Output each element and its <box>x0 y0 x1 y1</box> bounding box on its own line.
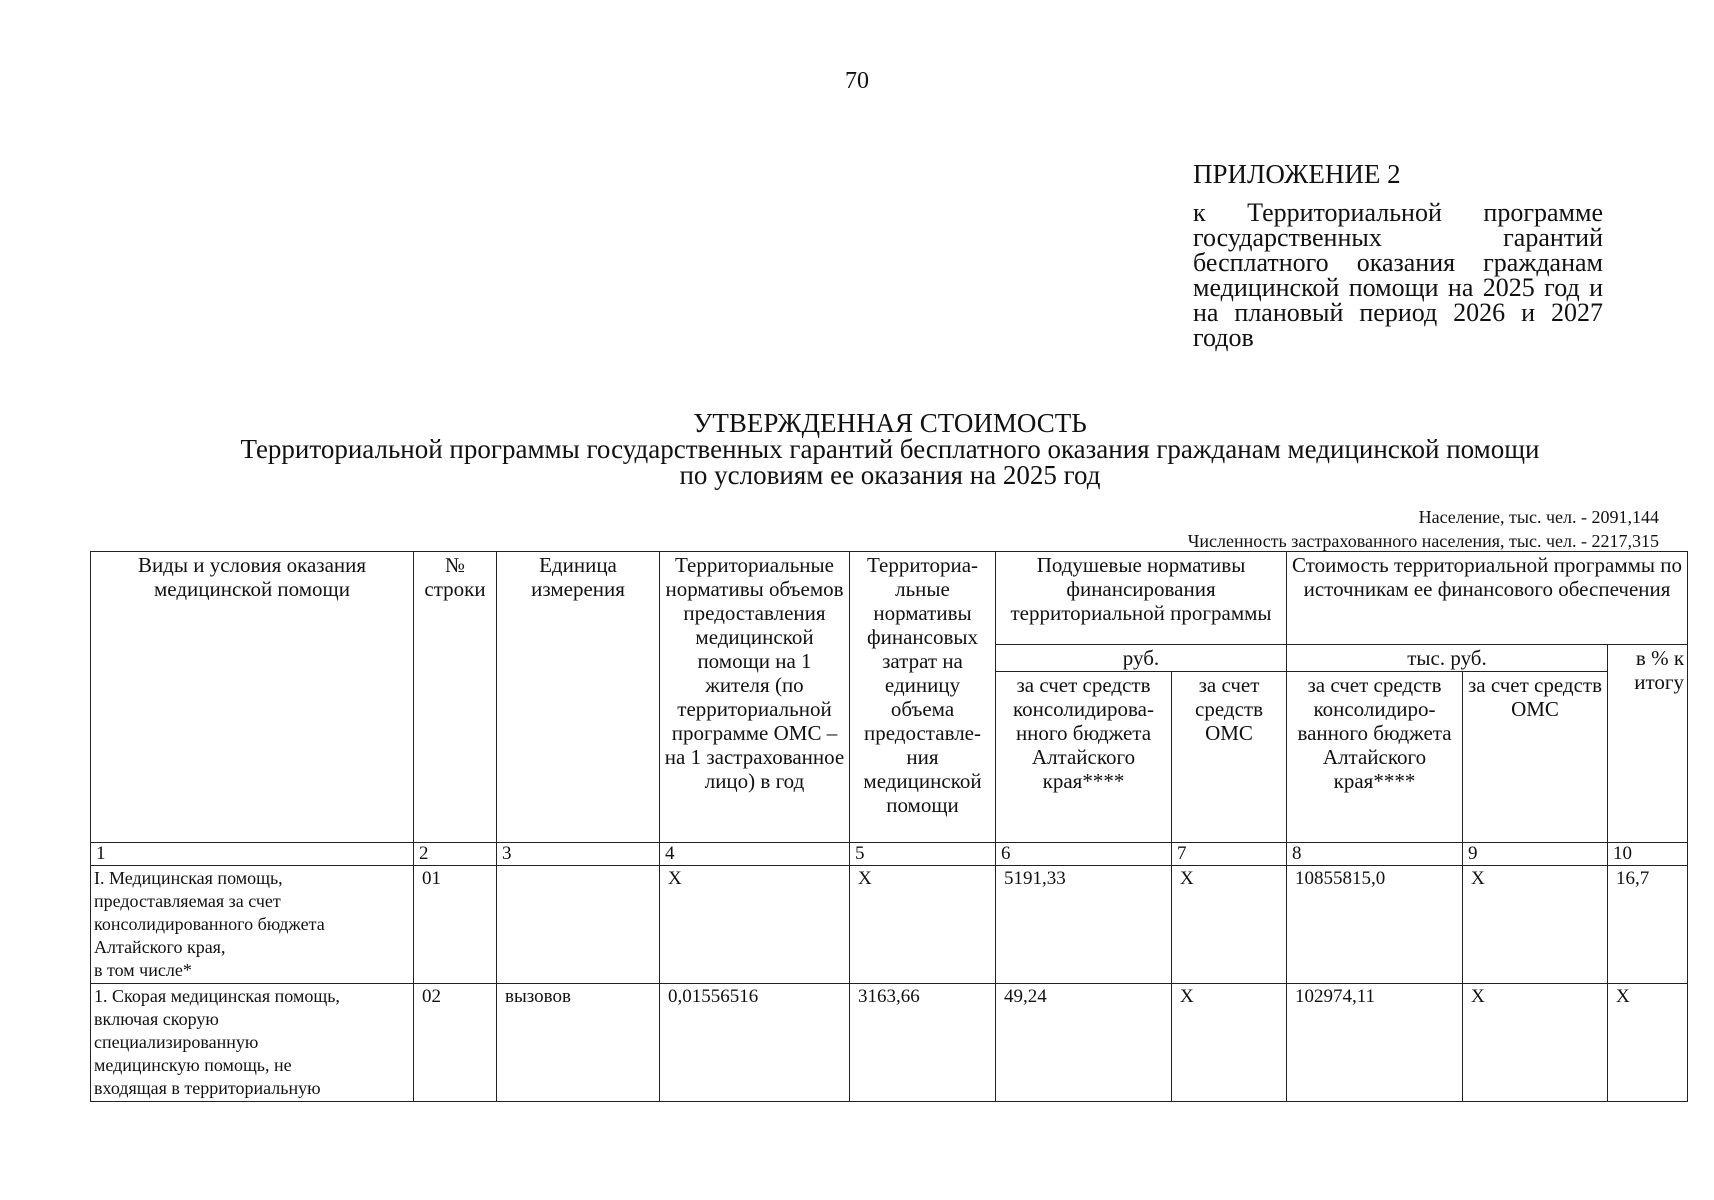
header-per-capita-oms: за счет средств ОМС <box>1172 672 1287 843</box>
unit-cell: вызовов <box>497 984 660 1102</box>
cost-oms-cell: X <box>1463 866 1608 984</box>
cost-budget-cell: 102974,11 <box>1287 984 1463 1102</box>
per-capita-oms-cell: X <box>1172 984 1287 1102</box>
appendix-title: ПРИЛОЖЕНИЕ 2 <box>1193 159 1401 189</box>
column-number: 2 <box>414 843 497 866</box>
row-title-line: предоставляемая за счет <box>94 891 281 911</box>
per-capita-oms-cell: X <box>1172 866 1287 984</box>
column-number: 5 <box>850 843 996 866</box>
column-numbers-row <box>91 843 1688 866</box>
percent-cell: X <box>1608 984 1688 1102</box>
cost-budget-cell: 10855815,0 <box>1287 866 1463 984</box>
per-capita-budget-cell: 5191,33 <box>996 866 1172 984</box>
column-number: 1 <box>91 843 414 866</box>
document-title: УТВЕРЖДЕННАЯ СТОИМОСТЬ <box>693 408 1087 438</box>
page-number: 70 <box>845 68 869 94</box>
column-number: 6 <box>996 843 1172 866</box>
row-title-line: Алтайского края, <box>94 937 226 957</box>
column-number: 3 <box>497 843 660 866</box>
header-cost-norms: Территориа-льные нормативы финансовых затрат на единицу объема предоставле-ния медицинской помощи <box>850 552 996 843</box>
header-program-cost-group: Стоимость территориальной программы по источникам ее финансового обеспечения <box>1287 552 1688 645</box>
document-subtitle: Территориальной программы государственных гарантий бесплатного оказания гражданам медицинской помощи <box>240 434 1540 464</box>
header-unit: Единица измерения <box>497 552 660 843</box>
per-capita-budget-cell: 49,24 <box>996 984 1172 1102</box>
cost-table <box>90 551 1688 1102</box>
column-number: 8 <box>1287 843 1463 866</box>
unit-cell <box>497 866 660 984</box>
volume-norm-cell: 0,01556516 <box>660 984 850 1102</box>
column-number: 7 <box>1172 843 1287 866</box>
row-title-line: консолидированного бюджета <box>94 914 325 934</box>
row-title-line: специализированную <box>94 1032 259 1052</box>
volume-norm-cell: X <box>660 866 850 984</box>
column-number: 10 <box>1608 843 1688 866</box>
insured-population-line: Численность застрахованного населения, тыс. чел. - 2217,315 <box>1187 531 1659 551</box>
appendix-text: к Территориальной программе государственных гарантий бесплатного оказания гражданам медицинской помощи на 2025 год и на плановый период 2026 и 2027 годов <box>1193 198 1603 352</box>
document-subtitle-line-2: по условиям ее оказания на 2025 год <box>679 460 1101 490</box>
header-kind-of-care: Виды и условия оказания медицинской помощи <box>91 552 414 843</box>
row-title-line: в том числе* <box>94 960 192 980</box>
header-percent-of-total: в % к итогу <box>1608 645 1688 843</box>
column-number: 9 <box>1463 843 1608 866</box>
table-row <box>91 866 1688 984</box>
row-number-cell: 02 <box>414 984 497 1102</box>
document-title-block <box>0 410 1714 488</box>
row-title-cell <box>91 984 414 1102</box>
row-title-line: медицинскую помощь, не <box>94 1055 292 1075</box>
header-per-capita-group: Подушевые нормативы финансирования территориальной программы <box>996 552 1287 645</box>
header-row-number: № строки <box>414 552 497 843</box>
header-unit-thousand-rub: тыс. руб. <box>1287 645 1608 672</box>
header-cost-budget: за счет средств консолидиро-ванного бюджета Алтайского края**** <box>1287 672 1463 843</box>
population-line: Население, тыс. чел. - 2091,144 <box>1418 507 1659 527</box>
row-title-line: I. Медицинская помощь, <box>94 868 283 888</box>
row-title-line: входящая в территориальную <box>94 1078 321 1098</box>
header-unit-rub: руб. <box>996 645 1287 672</box>
row-number-cell: 01 <box>414 866 497 984</box>
header-row-1 <box>91 552 1688 645</box>
header-volume-norms: Территориальные нормативы объемов предоставления медицинской помощи на 1 жителя (по территориальной программе ОМС – на 1 застрахованное лицо) в год <box>660 552 850 843</box>
appendix-block <box>1193 158 1603 350</box>
table-row <box>91 984 1688 1102</box>
column-number: 4 <box>660 843 850 866</box>
row-title-line: включая скорую <box>94 1009 219 1029</box>
cost-norm-cell: 3163,66 <box>850 984 996 1102</box>
header-per-capita-budget: за счет средств консолидирова-нного бюджета Алтайского края**** <box>996 672 1172 843</box>
row-title-line: 1. Скорая медицинская помощь, <box>94 986 340 1006</box>
cost-norm-cell: X <box>850 866 996 984</box>
row-title-cell <box>91 866 414 984</box>
percent-cell: 16,7 <box>1608 866 1688 984</box>
cost-oms-cell: X <box>1463 984 1608 1102</box>
header-cost-oms: за счет средств ОМС <box>1463 672 1608 843</box>
population-info <box>1188 505 1659 553</box>
